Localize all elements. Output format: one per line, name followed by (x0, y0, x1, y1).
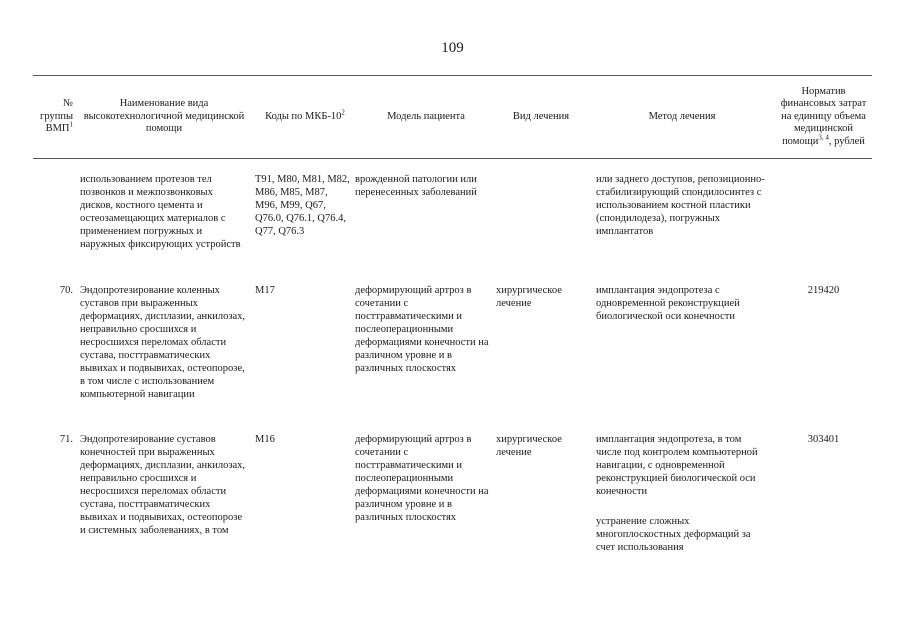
header-codes (255, 76, 355, 158)
row-70-method: имплантация эндопротеза с одновременной реконструкцией биологической оси конечности (596, 285, 740, 322)
header-method (596, 76, 768, 158)
row-70-name: Эндопротезирование коленных суставов при выраженных деформациях, дисплазии, анкилозах, неправильно сросшихся и несросшихся переломах области сустава, посттравматических вывихах и подвывихах, остеопорозе, в том числе с использованием компьютерной навигации (80, 285, 246, 400)
header-group-number (33, 76, 73, 158)
row-continuation-method: или заднего доступов, репозиционно-стабилизирующий спондилосинтез с использованием костной пластики (спондилодеза), погружных имплантатов (596, 174, 765, 237)
row-71-norm: 303401 (807, 434, 840, 445)
row-71-method-continued: устранение сложных многоплоскостных деформаций за счет использования (596, 516, 751, 553)
header-name (80, 76, 248, 158)
row-71-treatment: хирургическое лечение (496, 434, 562, 458)
row-70-norm: 219420 (807, 285, 840, 296)
header-model (355, 76, 497, 158)
row-70-treatment: хирургическое лечение (496, 285, 562, 309)
header-group-number-text: № группы ВМП (40, 98, 73, 135)
row-continuation-codes: T91, M80, M81, M82, M86, M85, M87, M96, M99, Q67, Q76.0, Q76.1, Q76.4, Q77, Q76.3 (255, 174, 350, 237)
footnote-2: 2 (341, 108, 345, 117)
header-norm (775, 76, 872, 158)
row-71-model: деформирующий артроз в сочетании с посттравматическими и послеоперационными деформациями конечности на различном уровне и в различных плоскостях (355, 434, 489, 523)
row-70-number: 70. (59, 285, 73, 296)
footnote-1: 1 (69, 120, 73, 129)
header-model-text: Модель пациента (387, 110, 465, 122)
footnote-3-4: 3, 4 (818, 133, 829, 142)
row-71-name: Эндопротезирование суставов конечностей при выраженных деформациях, дисплазии, анкилозах, неправильно сросшихся и несросшихся переломах области сустава, посттравматических вывихах и подвывихах, остеопорозе и системных заболеваниях, в том (80, 434, 246, 536)
header-codes-text: Коды по МКБ-10 (265, 110, 342, 122)
header-method-text: Метод лечения (648, 110, 716, 122)
row-71-method: имплантация эндопротеза, в том числе под контролем компьютерной навигации, с одновременной реконструкцией биологической оси конечности (596, 434, 758, 497)
row-continuation-model: врожденной патологии или перенесенных заболеваний (355, 174, 477, 198)
row-70-model: деформирующий артроз в сочетании с посттравматическими и послеоперационными деформациями конечности на различном уровне и в различных плоскостях (355, 285, 489, 374)
row-70-codes: M17 (255, 285, 275, 296)
header-treatment (496, 76, 586, 158)
row-71-codes: M16 (255, 434, 275, 445)
header-name-text: Наименование вида высокотехнологичной медицинской помощи (83, 98, 245, 135)
row-71-number: 71. (59, 434, 73, 445)
header-bottom-border (33, 158, 872, 159)
page-number: 109 (441, 40, 464, 56)
header-norm-text: Норматив финансовых затрат на единицу объема медицинской помощи (780, 85, 867, 147)
header-treatment-text: Вид лечения (512, 110, 570, 122)
row-continuation-name: использованием протезов тел позвонков и межпозвонковых дисков, костного цемента и остеозамещающих материалов с применением погружных и наружных фиксирующих устройств (80, 174, 241, 250)
header-norm-tail: , рублей (828, 135, 865, 147)
